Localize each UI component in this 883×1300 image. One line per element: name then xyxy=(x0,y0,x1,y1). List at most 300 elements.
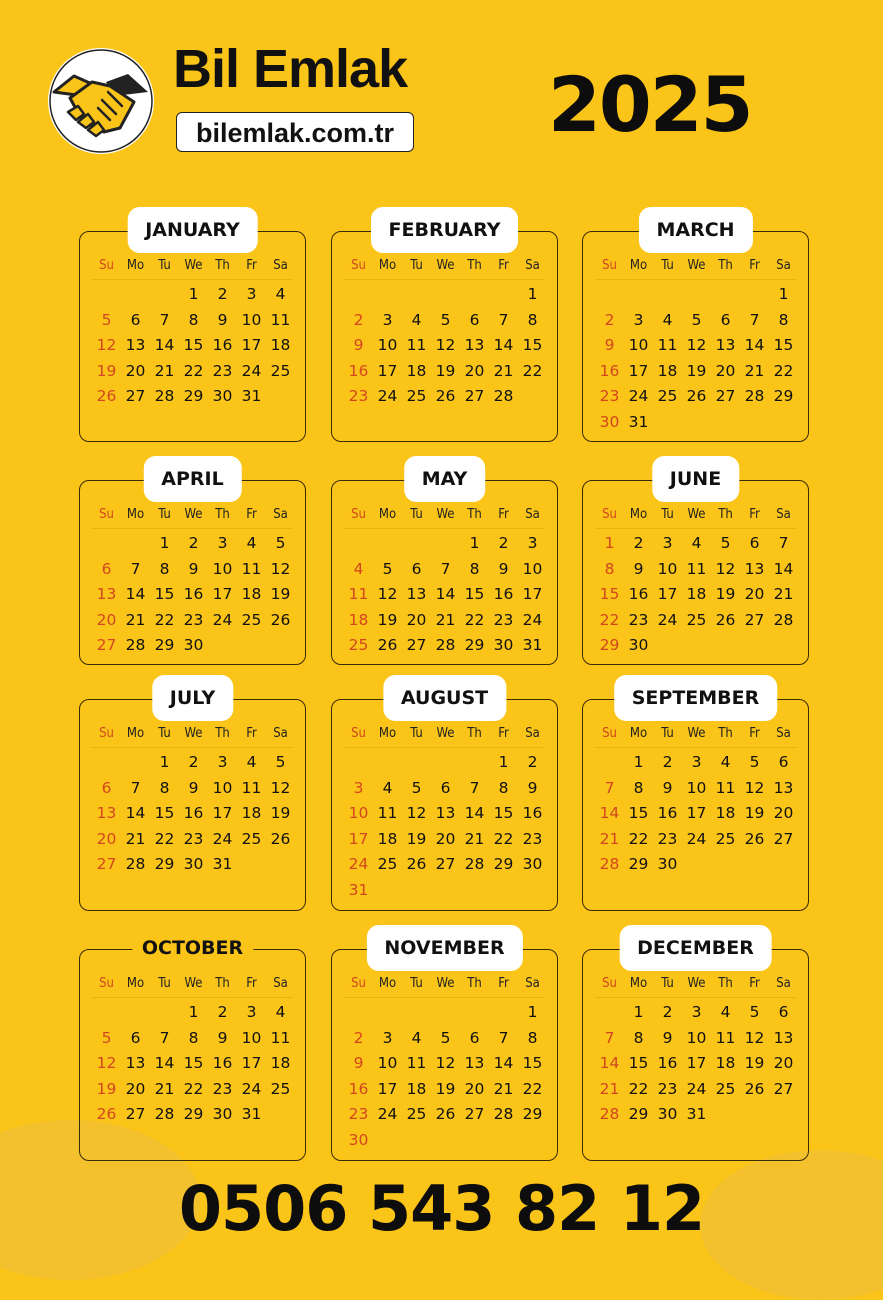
weekday-label: Su xyxy=(602,726,617,741)
day-cell: 8 xyxy=(188,1028,199,1047)
day-cell: 10 xyxy=(657,559,678,578)
day-cell: 1 xyxy=(604,534,615,552)
day-cell: 25 xyxy=(715,829,736,848)
day-cell: 4 xyxy=(691,534,702,552)
day-cell: 13 xyxy=(96,585,117,603)
weekday-label: Mo xyxy=(126,507,145,522)
weekday-header xyxy=(92,506,293,529)
day-cell: 23 xyxy=(212,1079,233,1098)
day-cell: 20 xyxy=(715,361,736,380)
weekday-label: Th xyxy=(467,507,482,522)
day-cell: 10 xyxy=(241,310,262,329)
day-cell: 16 xyxy=(348,1079,369,1098)
day-cell: 23 xyxy=(522,829,543,848)
day-cell: 7 xyxy=(778,534,789,552)
day-cell: 22 xyxy=(628,829,649,848)
day-cell: 22 xyxy=(773,361,794,380)
day-cell: 17 xyxy=(212,804,233,822)
day-cell: 3 xyxy=(382,1028,393,1047)
day-cell: 29 xyxy=(628,855,649,873)
day-cell: 14 xyxy=(773,559,794,578)
day-cell: 30 xyxy=(657,855,678,873)
day-cell: 26 xyxy=(435,387,456,405)
day-cell: 1 xyxy=(633,753,644,771)
day-cell: 4 xyxy=(720,753,731,771)
day-cell: 22 xyxy=(599,610,620,629)
day-cell: 11 xyxy=(686,559,707,578)
day-cell: 22 xyxy=(464,610,485,629)
day-cell: 29 xyxy=(154,636,175,654)
day-cell: 17 xyxy=(377,361,398,380)
day-cell: 5 xyxy=(101,310,112,329)
day-cell: 30 xyxy=(212,387,233,405)
day-cell: 29 xyxy=(493,855,514,873)
day-cell: 12 xyxy=(96,1054,117,1072)
weekday-label: Su xyxy=(99,258,114,273)
day-cell: 12 xyxy=(406,804,427,822)
day-cell: 19 xyxy=(96,361,117,380)
weekday-label: Tu xyxy=(158,258,171,273)
day-cell: 2 xyxy=(662,753,673,771)
day-cell: 21 xyxy=(435,610,456,629)
day-cell: 27 xyxy=(773,1079,794,1098)
weekday-label: Sa xyxy=(525,507,540,522)
day-cell: 7 xyxy=(604,1028,615,1047)
month-august xyxy=(331,687,558,911)
weekday-label: Mo xyxy=(629,507,648,522)
month-december xyxy=(582,937,809,1161)
day-cell: 9 xyxy=(604,336,615,354)
month-march xyxy=(582,219,809,442)
day-cell: 25 xyxy=(241,610,262,629)
weekday-label: Tu xyxy=(158,507,171,522)
day-cell: 19 xyxy=(406,829,427,848)
day-cell: 22 xyxy=(522,361,543,380)
weekday-label: Mo xyxy=(378,726,397,741)
day-cell: 17 xyxy=(657,585,678,603)
day-cell: 28 xyxy=(493,1105,514,1123)
weekday-label: Th xyxy=(467,726,482,741)
day-cell: 18 xyxy=(406,361,427,380)
phone-number[interactable]: 0506 543 82 12 xyxy=(178,1172,705,1245)
day-cell: 14 xyxy=(744,336,765,354)
day-cell: 17 xyxy=(686,804,707,822)
day-cell: 30 xyxy=(522,855,543,873)
day-cell: 10 xyxy=(241,1028,262,1047)
day-cell: 21 xyxy=(599,829,620,848)
day-cell: 11 xyxy=(657,336,678,354)
weekday-header xyxy=(595,257,796,280)
weekday-label: Th xyxy=(215,258,230,273)
weekday-label: Sa xyxy=(273,976,288,991)
day-cell: 20 xyxy=(464,361,485,380)
day-cell: 21 xyxy=(599,1079,620,1098)
day-cell: 16 xyxy=(183,585,204,603)
day-cell: 16 xyxy=(212,336,233,354)
calendar-year: 2025 xyxy=(548,60,752,149)
day-cell: 4 xyxy=(382,778,393,797)
day-cell: 30 xyxy=(599,412,620,431)
brand-name: Bil Emlak xyxy=(173,39,408,99)
day-cell: 5 xyxy=(720,534,731,552)
day-cell: 28 xyxy=(154,1105,175,1123)
day-cell: 23 xyxy=(348,1105,369,1123)
day-cell: 13 xyxy=(744,559,765,578)
day-cell: 25 xyxy=(377,855,398,873)
day-cell: 20 xyxy=(125,361,146,380)
day-cell: 24 xyxy=(377,1105,398,1123)
day-cell: 16 xyxy=(657,1054,678,1072)
day-cell: 8 xyxy=(604,559,615,578)
day-cell: 4 xyxy=(353,559,364,578)
day-cell: 20 xyxy=(96,829,117,848)
day-cell: 15 xyxy=(183,336,204,354)
day-cell: 27 xyxy=(125,387,146,405)
day-cell: 6 xyxy=(469,1028,480,1047)
day-cell: 22 xyxy=(183,361,204,380)
weekday-label: Sa xyxy=(525,258,540,273)
weekday-label: Fr xyxy=(246,726,257,741)
day-cell: 15 xyxy=(493,804,514,822)
month-february xyxy=(331,219,558,442)
weekday-label: Th xyxy=(215,507,230,522)
day-cell: 17 xyxy=(348,829,369,848)
day-cell: 23 xyxy=(628,610,649,629)
day-cell: 11 xyxy=(270,1028,291,1047)
day-cell: 18 xyxy=(270,1054,291,1072)
day-cell: 8 xyxy=(159,559,170,578)
day-cell: 7 xyxy=(130,559,141,578)
day-cell: 30 xyxy=(212,1105,233,1123)
day-cell: 1 xyxy=(498,753,509,771)
day-cell: 23 xyxy=(493,610,514,629)
day-cell: 3 xyxy=(217,753,228,771)
weekday-label: We xyxy=(184,258,203,273)
day-cell: 7 xyxy=(604,778,615,797)
day-cell: 31 xyxy=(522,636,543,654)
weekday-label: Fr xyxy=(749,258,760,273)
day-cell: 10 xyxy=(348,804,369,822)
day-cell: 21 xyxy=(493,361,514,380)
month-january xyxy=(79,219,306,442)
day-cell: 13 xyxy=(125,1054,146,1072)
day-cell: 18 xyxy=(686,585,707,603)
day-cell: 13 xyxy=(773,1028,794,1047)
day-cell: 10 xyxy=(686,778,707,797)
day-cell: 11 xyxy=(715,1028,736,1047)
day-cell: 12 xyxy=(270,778,291,797)
day-cell: 11 xyxy=(715,778,736,797)
month-title: JUNE xyxy=(652,456,739,502)
day-cell: 13 xyxy=(96,804,117,822)
day-cell: 6 xyxy=(778,753,789,771)
day-cell: 1 xyxy=(633,1003,644,1021)
month-title: AUGUST xyxy=(383,675,506,721)
weekday-label: Fr xyxy=(749,976,760,991)
day-cell: 13 xyxy=(406,585,427,603)
day-cell: 27 xyxy=(773,829,794,848)
weekday-label: Tu xyxy=(661,976,674,991)
day-cell: 18 xyxy=(377,829,398,848)
day-cell: 5 xyxy=(411,778,422,797)
day-cell: 16 xyxy=(599,361,620,380)
day-cell: 11 xyxy=(348,585,369,603)
day-cell: 31 xyxy=(241,1105,262,1123)
day-cell: 24 xyxy=(377,387,398,405)
day-cell: 7 xyxy=(498,1028,509,1047)
weekday-label: Fr xyxy=(246,507,257,522)
day-cell: 7 xyxy=(130,778,141,797)
day-cell: 2 xyxy=(353,310,364,329)
day-cell: 21 xyxy=(744,361,765,380)
day-cell: 25 xyxy=(270,361,291,380)
month-title: NOVEMBER xyxy=(366,925,522,971)
day-cell: 20 xyxy=(435,829,456,848)
weekday-label: Su xyxy=(99,726,114,741)
day-cell: 24 xyxy=(212,610,233,629)
weekday-label: Fr xyxy=(498,726,509,741)
weekday-label: We xyxy=(184,726,203,741)
weekday-label: Th xyxy=(215,976,230,991)
month-title: FEBRUARY xyxy=(371,207,519,253)
day-cell: 20 xyxy=(744,585,765,603)
weekday-label: Sa xyxy=(525,726,540,741)
month-july xyxy=(79,687,306,911)
month-title: SEPTEMBER xyxy=(614,675,778,721)
day-cell: 19 xyxy=(270,585,291,603)
weekday-label: Su xyxy=(99,507,114,522)
day-cell: 10 xyxy=(377,336,398,354)
weekday-label: Mo xyxy=(378,976,397,991)
day-cell: 19 xyxy=(686,361,707,380)
weekday-label: Su xyxy=(351,976,366,991)
weekday-label: Fr xyxy=(498,507,509,522)
day-cell: 9 xyxy=(217,1028,228,1047)
day-cell: 22 xyxy=(493,829,514,848)
day-cell: 4 xyxy=(411,1028,422,1047)
day-cell: 3 xyxy=(633,310,644,329)
day-cell: 21 xyxy=(464,829,485,848)
day-cell: 2 xyxy=(633,534,644,552)
day-cell: 11 xyxy=(377,804,398,822)
day-cell: 1 xyxy=(778,285,789,303)
day-cell: 2 xyxy=(188,534,199,552)
month-september xyxy=(582,687,809,911)
day-cell: 13 xyxy=(715,336,736,354)
weekday-header xyxy=(344,975,545,998)
month-title: APRIL xyxy=(143,456,241,502)
day-cell: 17 xyxy=(212,585,233,603)
day-cell: 26 xyxy=(406,855,427,873)
day-cell: 14 xyxy=(493,336,514,354)
day-cell: 26 xyxy=(96,1105,117,1123)
day-cell: 3 xyxy=(662,534,673,552)
day-cell: 23 xyxy=(348,387,369,405)
weekday-label: Su xyxy=(602,258,617,273)
day-cell: 14 xyxy=(154,1054,175,1072)
weekday-label: We xyxy=(184,976,203,991)
day-cell: 12 xyxy=(686,336,707,354)
weekday-label: We xyxy=(687,258,706,273)
weekday-label: Th xyxy=(467,976,482,991)
day-cell: 9 xyxy=(633,559,644,578)
day-cell: 7 xyxy=(440,559,451,578)
day-cell: 19 xyxy=(744,1054,765,1072)
weekday-label: Su xyxy=(99,976,114,991)
day-cell: 5 xyxy=(440,1028,451,1047)
day-cell: 13 xyxy=(435,804,456,822)
day-cell: 16 xyxy=(212,1054,233,1072)
day-cell: 6 xyxy=(749,534,760,552)
day-cell: 24 xyxy=(686,829,707,848)
day-cell: 12 xyxy=(377,585,398,603)
weekday-label: We xyxy=(436,507,455,522)
day-cell: 1 xyxy=(159,534,170,552)
day-cell: 11 xyxy=(406,1054,427,1072)
day-cell: 25 xyxy=(686,610,707,629)
day-cell: 27 xyxy=(715,387,736,405)
weekday-label: Mo xyxy=(126,726,145,741)
weekday-label: Su xyxy=(351,258,366,273)
day-cell: 29 xyxy=(773,387,794,405)
month-title: OCTOBER xyxy=(132,925,253,971)
day-cell: 3 xyxy=(382,310,393,329)
weekday-label: We xyxy=(687,507,706,522)
day-cell: 19 xyxy=(96,1079,117,1098)
day-cell: 6 xyxy=(778,1003,789,1021)
day-cell: 3 xyxy=(246,285,257,303)
day-cell: 26 xyxy=(270,829,291,848)
day-cell: 6 xyxy=(469,310,480,329)
day-cell: 12 xyxy=(270,559,291,578)
weekday-label: Th xyxy=(718,507,733,522)
day-cell: 11 xyxy=(270,310,291,329)
weekday-label: Mo xyxy=(378,258,397,273)
day-cell: 31 xyxy=(241,387,262,405)
weekday-label: Sa xyxy=(776,258,791,273)
day-cell: 3 xyxy=(527,534,538,552)
day-cell: 12 xyxy=(715,559,736,578)
day-cell: 5 xyxy=(382,559,393,578)
day-cell: 28 xyxy=(773,610,794,629)
weekday-header xyxy=(344,725,545,748)
day-cell: 20 xyxy=(125,1079,146,1098)
day-cell: 21 xyxy=(493,1079,514,1098)
day-cell: 15 xyxy=(628,804,649,822)
day-cell: 25 xyxy=(406,1105,427,1123)
day-cell: 11 xyxy=(241,559,262,578)
day-cell: 28 xyxy=(125,855,146,873)
day-cell: 9 xyxy=(662,778,673,797)
day-cell: 8 xyxy=(633,778,644,797)
day-cell: 23 xyxy=(599,387,620,405)
day-cell: 18 xyxy=(270,336,291,354)
day-cell: 14 xyxy=(125,585,146,603)
day-cell: 19 xyxy=(435,361,456,380)
weekday-label: Fr xyxy=(246,976,257,991)
day-cell: 1 xyxy=(527,1003,538,1021)
day-cell: 8 xyxy=(633,1028,644,1047)
month-title: MARCH xyxy=(638,207,752,253)
day-cell: 26 xyxy=(744,829,765,848)
day-cell: 14 xyxy=(599,1054,620,1072)
weekday-label: Fr xyxy=(749,726,760,741)
day-cell: 2 xyxy=(353,1028,364,1047)
day-cell: 2 xyxy=(217,1003,228,1021)
day-cell: 31 xyxy=(212,855,233,873)
day-cell: 13 xyxy=(464,336,485,354)
day-cell: 29 xyxy=(522,1105,543,1123)
day-cell: 18 xyxy=(241,585,262,603)
day-cell: 22 xyxy=(154,829,175,848)
day-cell: 5 xyxy=(749,753,760,771)
weekday-header xyxy=(92,257,293,280)
day-cell: 8 xyxy=(498,778,509,797)
day-cell: 15 xyxy=(183,1054,204,1072)
day-cell: 25 xyxy=(348,636,369,654)
day-cell: 13 xyxy=(773,778,794,797)
day-cell: 20 xyxy=(773,1054,794,1072)
weekday-label: Fr xyxy=(246,258,257,273)
day-cell: 10 xyxy=(212,778,233,797)
day-cell: 24 xyxy=(628,387,649,405)
day-cell: 22 xyxy=(522,1079,543,1098)
month-title: JULY xyxy=(152,675,233,721)
day-cell: 24 xyxy=(348,855,369,873)
weekday-label: We xyxy=(687,976,706,991)
weekday-label: Mo xyxy=(126,258,145,273)
weekday-header xyxy=(595,725,796,748)
day-cell: 9 xyxy=(217,310,228,329)
weekday-label: We xyxy=(184,507,203,522)
day-cell: 16 xyxy=(493,585,514,603)
weekday-header xyxy=(92,725,293,748)
day-cell: 11 xyxy=(241,778,262,797)
day-cell: 3 xyxy=(353,778,364,797)
weekday-label: Mo xyxy=(629,258,648,273)
weekday-label: Sa xyxy=(273,507,288,522)
weekday-label: Mo xyxy=(629,976,648,991)
day-cell: 20 xyxy=(96,610,117,629)
weekday-label: Tu xyxy=(158,976,171,991)
day-cell: 7 xyxy=(159,310,170,329)
day-cell: 22 xyxy=(154,610,175,629)
day-cell: 29 xyxy=(464,636,485,654)
day-cell: 12 xyxy=(435,1054,456,1072)
day-cell: 2 xyxy=(217,285,228,303)
day-cell: 28 xyxy=(744,387,765,405)
day-cell: 6 xyxy=(130,310,141,329)
day-cell: 2 xyxy=(527,753,538,771)
day-cell: 2 xyxy=(498,534,509,552)
brand-url[interactable]: bilemlak.com.tr xyxy=(176,112,414,152)
day-cell: 8 xyxy=(469,559,480,578)
day-cell: 17 xyxy=(241,1054,262,1072)
day-cell: 4 xyxy=(720,1003,731,1021)
day-cell: 26 xyxy=(96,387,117,405)
day-cell: 25 xyxy=(657,387,678,405)
day-cell: 21 xyxy=(125,829,146,848)
day-cell: 25 xyxy=(241,829,262,848)
day-cell: 29 xyxy=(183,1105,204,1123)
day-cell: 17 xyxy=(522,585,543,603)
day-cell: 12 xyxy=(96,336,117,354)
weekday-label: We xyxy=(436,258,455,273)
day-cell: 2 xyxy=(662,1003,673,1021)
weekday-label: Sa xyxy=(776,726,791,741)
day-cell: 10 xyxy=(212,559,233,578)
day-cell: 26 xyxy=(744,1079,765,1098)
